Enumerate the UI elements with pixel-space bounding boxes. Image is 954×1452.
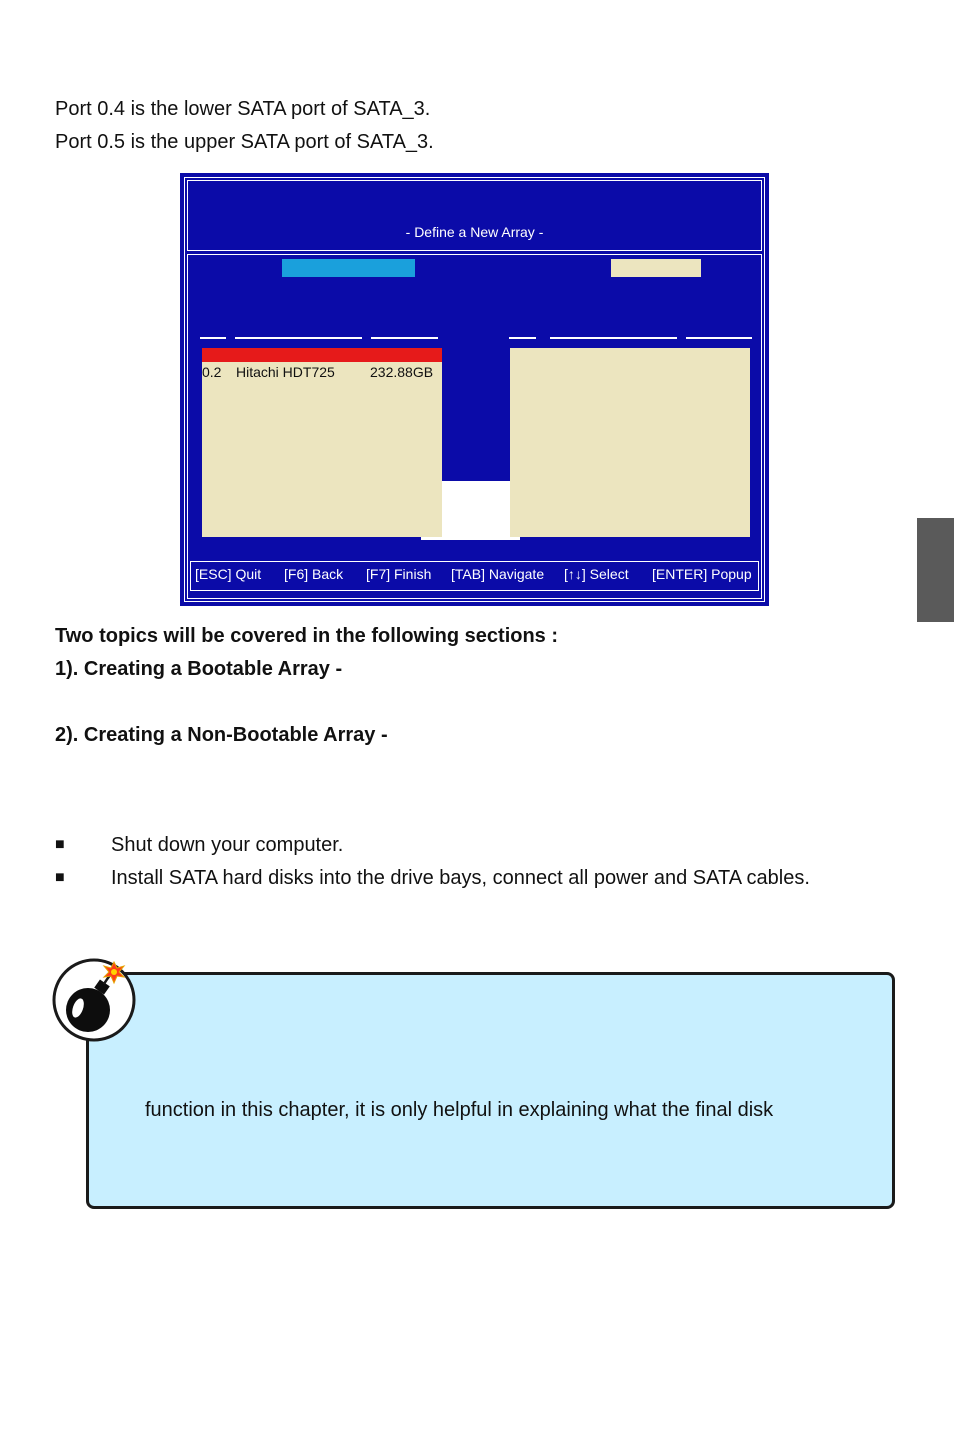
- topic-item-1: 1). Creating a Bootable Array -: [55, 658, 343, 680]
- right-header-size: [686, 337, 752, 339]
- left-header-size: [371, 337, 438, 339]
- right-header-model: [550, 337, 677, 339]
- array-name-field[interactable]: [282, 259, 415, 277]
- transfer-gap: [442, 481, 510, 537]
- disk-port: 0.2: [202, 364, 222, 380]
- selection-highlight: [202, 348, 442, 362]
- bios-screenshot: [180, 173, 769, 606]
- key-quit[interactable]: [ESC] Quit: [195, 566, 262, 582]
- key-navigate[interactable]: [TAB] Navigate: [451, 566, 545, 582]
- step-text: Shut down your computer.: [111, 834, 344, 856]
- step-bullet: ■: [55, 869, 65, 886]
- key-select[interactable]: [↑↓] Select: [564, 566, 629, 582]
- key-back[interactable]: [F6] Back: [284, 566, 344, 582]
- key-popup[interactable]: [ENTER] Popup: [652, 566, 752, 582]
- topics-heading: Two topics will be covered in the following sections :: [55, 625, 559, 647]
- array-type-field[interactable]: [611, 259, 701, 277]
- topic-item-2: 2). Creating a Non-Bootable Array -: [55, 724, 388, 746]
- right-header-port: [509, 337, 536, 339]
- available-disks-panel[interactable]: [202, 348, 442, 537]
- chapter-tab: [917, 518, 954, 622]
- key-finish[interactable]: [F7] Finish: [366, 566, 432, 582]
- step-text: Install SATA hard disks into the drive bays, connect all power and SATA cables.: [111, 867, 810, 889]
- warning-note-box: [86, 972, 895, 1209]
- bios-title-frame: [187, 180, 762, 251]
- array-members-panel[interactable]: [510, 348, 750, 537]
- bios-title: - Define a New Array -: [405, 224, 544, 240]
- intro-line-1: Port 0.4 is the lower SATA port of SATA_3.: [55, 98, 431, 120]
- left-header-model: [235, 337, 362, 339]
- intro-line-2: Port 0.5 is the upper SATA port of SATA_3.: [55, 131, 434, 153]
- note-text: function in this chapter, it is only helpful in explaining what the final disk: [145, 1099, 774, 1121]
- left-header-port: [200, 337, 226, 339]
- disk-row[interactable]: [202, 362, 442, 382]
- step-bullet: ■: [55, 836, 65, 853]
- disk-model: Hitachi HDT725: [236, 364, 335, 380]
- disk-size: 232.88GB: [370, 364, 434, 380]
- transfer-gap-base: [421, 537, 520, 540]
- bomb-icon: [52, 958, 138, 1044]
